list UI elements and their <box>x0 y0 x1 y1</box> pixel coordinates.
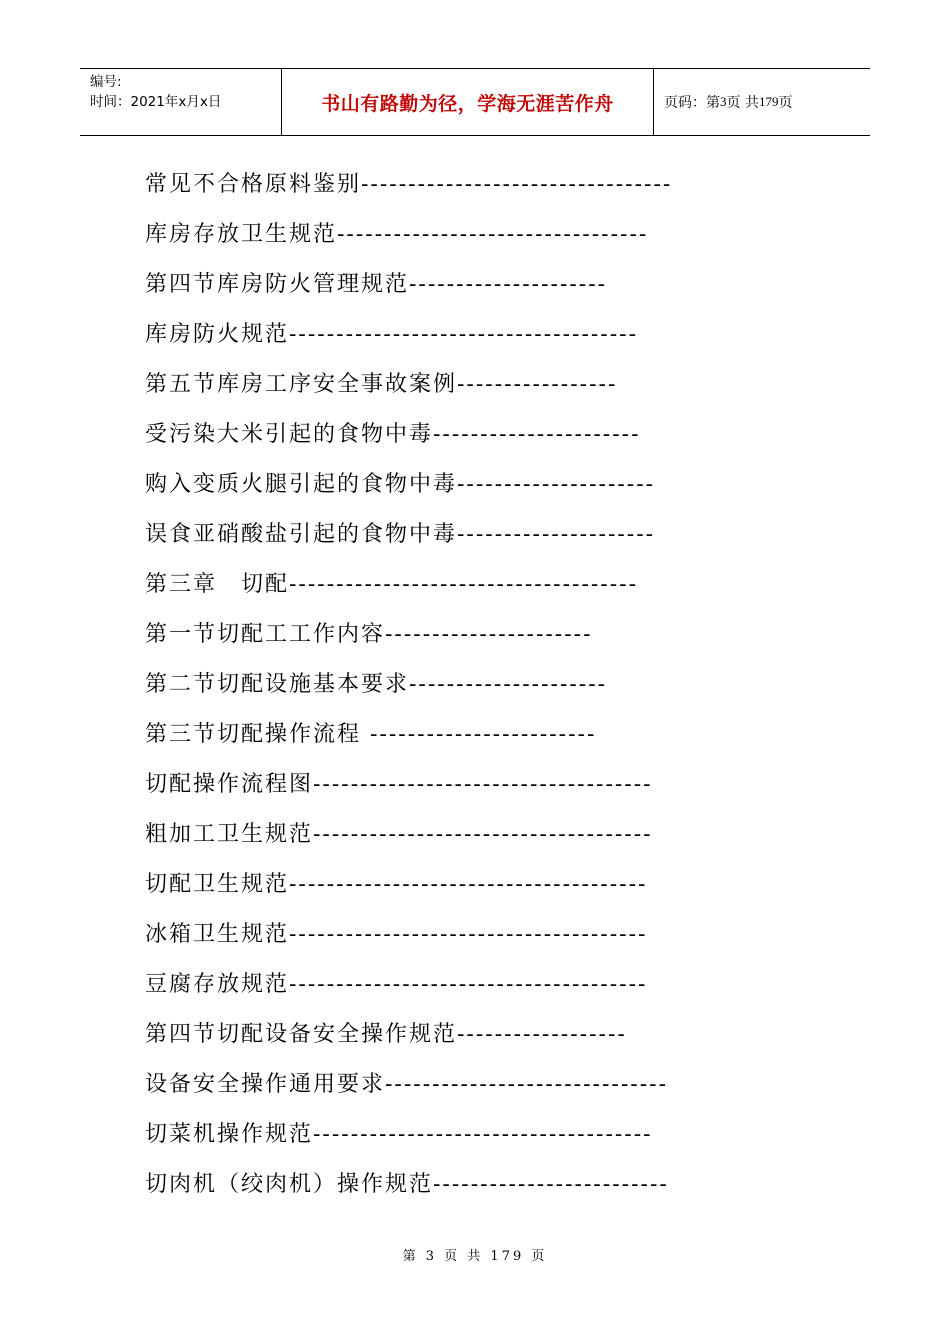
toc-entry: 第四节库房防火管理规范--------------------- <box>145 272 608 297</box>
page-total: 179 <box>758 94 779 109</box>
toc-entry: 设备安全操作通用要求------------------------------ <box>145 1072 669 1097</box>
toc-entry: 切肉机（绞肉机）操作规范------------------------- <box>145 1172 669 1197</box>
toc-entry: 第五节库房工序安全事故案例----------------- <box>145 372 618 397</box>
header-page-info <box>654 69 870 135</box>
toc-entry: 库房防火规范------------------------------------- <box>145 322 639 347</box>
page-mid: 页 共 <box>726 95 759 111</box>
page-current: 3 <box>720 94 727 109</box>
toc-entry: 第三章 切配------------------------------------- <box>145 572 639 597</box>
toc-entry: 冰箱卫生规范-------------------------------------- <box>145 922 648 947</box>
toc-entry: 第四节切配设备安全操作规范------------------ <box>145 1022 627 1047</box>
toc-entry: 误食亚硝酸盐引起的食物中毒--------------------- <box>145 522 656 547</box>
toc-entry: 切配操作流程图------------------------------------ <box>145 772 653 797</box>
toc-entry: 库房存放卫生规范--------------------------------- <box>145 222 649 247</box>
toc-entry: 第三节切配操作流程 ------------------------ <box>145 722 597 747</box>
document-number-label: 编号: <box>90 74 122 90</box>
toc-entry: 购入变质火腿引起的食物中毒--------------------- <box>145 472 656 497</box>
toc-entry: 切菜机操作规范------------------------------------ <box>145 1122 653 1147</box>
page-suffix: 页 <box>778 95 793 111</box>
toc-entry: 第一节切配工工作内容---------------------- <box>145 622 593 647</box>
table-of-contents <box>145 160 672 1210</box>
toc-entry: 常见不合格原料鉴别--------------------------------- <box>145 172 673 197</box>
toc-entry: 第二节切配设施基本要求--------------------- <box>145 672 608 697</box>
toc-entry: 豆腐存放规范-------------------------------------- <box>145 972 648 997</box>
toc-entry: 切配卫生规范-------------------------------------- <box>145 872 648 897</box>
header-left-cell <box>80 69 282 135</box>
page-footer: 第 3 页 共 179 页 <box>402 1249 548 1264</box>
page-prefix: 页码：第 <box>664 95 720 111</box>
toc-entry: 粗加工卫生规范------------------------------------ <box>145 822 653 847</box>
header-motto: 书山有路勤为径，学海无涯苦作舟 <box>282 69 654 135</box>
document-date: 时间：2021年x月x日 <box>90 94 222 110</box>
page-header <box>80 68 870 136</box>
toc-entry: 受污染大米引起的食物中毒---------------------- <box>145 422 641 447</box>
